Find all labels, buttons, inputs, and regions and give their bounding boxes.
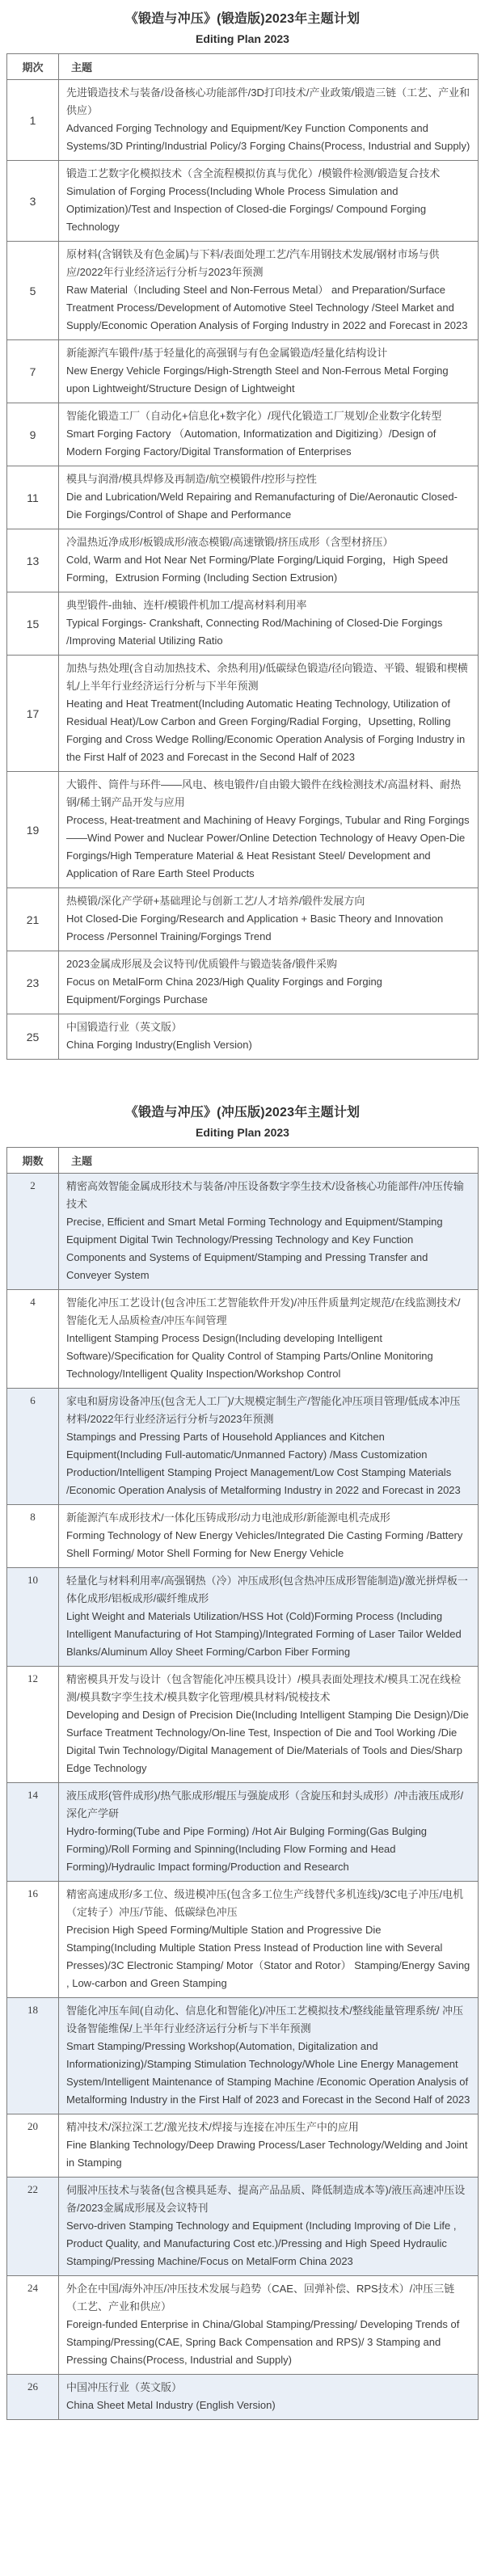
- table-row: [7, 1389, 479, 1505]
- topic-chinese: 先进锻造技术与装备/设备核心功能部件/3D打印技术/产业政策/锻造三链（工艺、产业和供应）: [66, 86, 470, 116]
- topic-english: China Sheet Metal Industry (English Version): [66, 2399, 276, 2411]
- table-header-row: [7, 1148, 479, 1174]
- table-row: [7, 951, 479, 1014]
- topic-chinese: 智能化冲压车间(自动化、信息化和智能化)/冲压工艺模拟技术/整线能量管理系统/ 冲压设备智能维保/上半年行业经济运行分析与下半年预测: [66, 2005, 464, 2034]
- topic-chinese: 中国冲压行业（英文版）: [66, 2381, 183, 2393]
- topic-english: Precision High Speed Forming/Multiple Station and Progressive Die Stamping(Including Multiple Station Press Instead of Production line with Several Presses)/3C Electronic Stamping/ Motor（Stator and Rotor） Stamping/Energy Saving , Low-carbon and Green Stamping: [66, 1924, 470, 1989]
- issue-number: 16: [7, 1882, 59, 1998]
- topic-cell: [59, 466, 479, 529]
- topic-cell: [59, 1014, 479, 1060]
- topic-english: Fine Blanking Technology/Deep Drawing Process/Laser Technology/Welding and Joint in Stamping: [66, 2139, 468, 2169]
- topic-cell: [59, 242, 479, 340]
- stamping-section-title: 《锻造与冲压》(冲压版)2023年主题计划: [124, 1106, 361, 1119]
- topic-english: Forming Technology of New Energy Vehicles/Integrated Die Casting Forming /Battery Shell Forming/ Motor Shell Forming for New Energy Vehicle: [66, 1529, 463, 1559]
- table-row: [7, 2276, 479, 2375]
- issue-number: 25: [7, 1014, 59, 1060]
- issue-number: 13: [7, 529, 59, 592]
- topic-cell: [59, 951, 479, 1014]
- topic-english: Smart Forging Factory （Automation, Informatization and Digitizing）/Design of Modern Forging Factory/Digital Transformation of Enterprises: [66, 428, 436, 457]
- table-row: [7, 1014, 479, 1060]
- issue-number: 6: [7, 1389, 59, 1505]
- issue-number: 18: [7, 1998, 59, 2114]
- topic-chinese: 冷温热近净成形/板锻成形/液态模锻/高速镦锻/挤压成形（含型材挤压）: [66, 536, 394, 548]
- topic-chinese: 热模锻/深化产学研+基础理论与创新工艺/人才培养/锻件发展方向: [66, 895, 365, 907]
- issue-number: 15: [7, 592, 59, 656]
- table-row: [7, 1783, 479, 1882]
- issue-number: 17: [7, 656, 59, 772]
- table-row: [7, 466, 479, 529]
- topic-chinese: 新能源汽车成形技术/一体化压铸成形/动力电池成形/新能源电机壳成形: [66, 1511, 390, 1524]
- topic-cell: [59, 1290, 479, 1389]
- topic-english: Stampings and Pressing Parts of Household Appliances and Kitchen Equipment(Including Full-automatic/Unmanned Factory) /Mass Customization Production/Intelligent Stamping Project Management/Low Cost Stamping Materials /Economic Operation Analysis of Metalforming Industry in 2022 and Forecast in 2023: [66, 1431, 461, 1496]
- topic-cell: [59, 1389, 479, 1505]
- topic-chinese: 智能化锻造工厂（自动化+信息化+数字化）/现代化锻造工厂规划/企业数字化转型: [66, 410, 442, 422]
- topic-cell: [59, 1505, 479, 1568]
- issue-number: 26: [7, 2375, 59, 2420]
- issue-number: 1: [7, 80, 59, 161]
- table-row: [7, 80, 479, 161]
- topic-english: Hot Closed-Die Forging/Research and Application + Basic Theory and Innovation Process /Personnel Training/Forgings Trend: [66, 913, 444, 942]
- topic-chinese: 精冲技术/深拉深工艺/激光技术/焊接与连接在冲压生产中的应用: [66, 2121, 359, 2133]
- topic-cell: [59, 403, 479, 466]
- topic-english: New Energy Vehicle Forgings/High-Strength Steel and Non-Ferrous Metal Forging upon Lightweight/Structure Design of Lightweight: [66, 365, 449, 394]
- topic-chinese: 外企在中国/海外冲压/冲压技术发展与趋势（CAE、回弹补偿、RPS技术）/冲压三链（工艺、产业和供应）: [66, 2283, 455, 2312]
- table-row: [7, 340, 479, 403]
- stamping-plan-table: [6, 1147, 479, 2420]
- topic-chinese: 2023金属成形展及会议特刊/优质锻件与锻造装备/锻件采购: [66, 958, 338, 970]
- topic-cell: [59, 340, 479, 403]
- topic-chinese: 锻造工艺数字化模拟技术（含全流程模拟仿真与优化）/模锻件检测/锻造复合技术: [66, 167, 441, 179]
- topic-cell: [59, 772, 479, 888]
- topic-cell: [59, 161, 479, 242]
- topic-cell: [59, 1783, 479, 1882]
- issue-number: 5: [7, 242, 59, 340]
- topic-chinese: 中国锻造行业（英文版）: [66, 1021, 183, 1033]
- table-row: [7, 1505, 479, 1568]
- topic-english: Precise, Efficient and Smart Metal Forming Technology and Equipment/Stamping Equipment Digital Twin Technology/Pressing Technology and Key Function Components and Systems of Equipment/Stamping and Pressing Transfer and Conveyer System: [66, 1216, 443, 1281]
- issue-number: 8: [7, 1505, 59, 1568]
- issue-number: 21: [7, 888, 59, 951]
- topic-chinese: 大锻件、筒件与环件——风电、核电锻件/自由锻大锻件在线检测技术/高温材料、耐热钢/稀土钢产品开发与应用: [66, 778, 462, 808]
- topic-column-header: 主题: [59, 54, 479, 80]
- topic-cell: [59, 529, 479, 592]
- topic-chinese: 加热与热处理(含自动加热技术、余热利用)/低碳绿色锻造/径向锻造、平锻、辊锻和楔横轧/上半年行业经济运行分析与下半年预测: [66, 662, 468, 692]
- table-row: [7, 2178, 479, 2276]
- table-row: [7, 1290, 479, 1389]
- topic-cell: [59, 1174, 479, 1290]
- topic-english: Die and Lubrication/Weld Repairing and Remanufacturing of Die/Aeronautic Closed-Die Forgings/Control of Shape and Performance: [66, 491, 458, 521]
- issue-number: 10: [7, 1568, 59, 1667]
- issue-number: 23: [7, 951, 59, 1014]
- table-row: [7, 1998, 479, 2114]
- topic-english: Intelligent Stamping Process Design(Including developing Intelligent Software)/Specification for Quality Control of Stamping Parts/Online Monitoring Technology/Intelligent Quality Inspection/Workshop Control: [66, 1332, 433, 1380]
- topic-english: Heating and Heat Treatment(Including Automatic Heating Technology, Utilization of Residual Heat)/Low Carbon and Green Forging/Radial Forging，Upsetting, Rolling Forging and Cross Wedge Rolling/Economic Operation Analysis of Forging Industry in the First Half of 2023 and Forecast in the Second Half of 2023: [66, 698, 466, 763]
- topic-chinese: 精密模具开发与设计（包含智能化冲压模具设计）/模具表面处理技术/模具工况在线检测/模具数字孪生技术/模具数字化管理/模具材料/锐棱技术: [66, 1673, 462, 1703]
- table-row: [7, 403, 479, 466]
- topic-cell: [59, 1998, 479, 2114]
- table-header-row: [7, 54, 479, 80]
- forging-plan-table: [6, 53, 479, 1060]
- table-row: [7, 161, 479, 242]
- topic-cell: [59, 2114, 479, 2178]
- topic-english: Foreign-funded Enterprise in China/Global Stamping/Pressing/ Developing Trends of Stamping/Pressing(CAE, Spring Back Compensation and RPS)/ 3 Stamping and Pressing Chains(Process, Industrial and Supply): [66, 2318, 460, 2366]
- topic-cell: [59, 80, 479, 161]
- topic-chinese: 液压成形(管件成形)/热气胀成形/辊压与强旋成形（含旋压和封头成形）/冲击液压成形/深化产学研: [66, 1790, 464, 1819]
- issue-number: 12: [7, 1667, 59, 1783]
- issue-number: 14: [7, 1783, 59, 1882]
- topic-cell: [59, 1568, 479, 1667]
- topic-cell: [59, 1667, 479, 1783]
- issue-column-header: 期次: [7, 54, 59, 80]
- table-row: [7, 1174, 479, 1290]
- table-row: [7, 1568, 479, 1667]
- issue-number: 19: [7, 772, 59, 888]
- issue-column-header: 期数: [7, 1148, 59, 1174]
- issue-number: 3: [7, 161, 59, 242]
- issue-number: 20: [7, 2114, 59, 2178]
- table-row: [7, 2375, 479, 2420]
- table-row: [7, 242, 479, 340]
- forging-edition-section: [6, 8, 479, 1060]
- topic-chinese: 轻量化与材料利用率/高强钢热（冷）冲压成形(包含热冲压成形智能制造)/激光拼焊板一体化成形/铝板成形/碳纤维成形: [66, 1575, 468, 1604]
- topic-english: Servo-driven Stamping Technology and Equipment (Including Improving of Die Life , Product Quality, and Manufacturing Cost etc.)/Pressing and High Speed Hydraulic Stamping/Pressing Machine/Focus on MetalForm China 2023: [66, 2220, 457, 2267]
- issue-number: 24: [7, 2276, 59, 2375]
- topic-cell: [59, 656, 479, 772]
- topic-cell: [59, 888, 479, 951]
- topic-english: Typical Forgings- Crankshaft, Connecting Rod/Machining of Closed-Die Forgings /Improving Material Utilizing Ratio: [66, 617, 443, 647]
- table-row: [7, 592, 479, 656]
- topic-english: Light Weight and Materials Utilization/HSS Hot (Cold)Forming Process (Including Intelligent Manufacturing of Hot Stamping)/Integrated Forming of Laser Tailor Welded Blanks/Aluminum Alloy Sheet Forming/Carbon Fiber Forming: [66, 1610, 462, 1658]
- table-row: [7, 656, 479, 772]
- topic-english: Developing and Design of Precision Die(Including Intelligent Stamping Die Design)/Die Surface Treatment Technology/On-line Test, Inspection of Die and Tool Working /Die Digital Twin Technology/Digital Management of Die/Materials of Tools and Dies/Sharp Edge Technology: [66, 1709, 469, 1774]
- topic-chinese: 精密高速成形/多工位、级进模冲压(包含多工位生产线替代多机连线)/3C电子冲压/电机（定转子）冲压/节能、低碳绿色冲压: [66, 1888, 464, 1918]
- topic-english: Raw Material（Including Steel and Non-Ferrous Metal） and Preparation/Surface Treatment Process/Development of Automotive Steel Technology /Steel Market and Supply/Economic Operation Analysis of Forging Industry in 2022 and Forecast in 2023: [66, 284, 468, 331]
- issue-number: 9: [7, 403, 59, 466]
- topic-english: Smart Stamping/Pressing Workshop(Automation, Digitalization and Informationizing)/Stamping Stimulation Technology/Whole Line Energy Management System/Intelligent Maintenance of Stamping Machine /Economic Operation Analysis of Metalforming Industry in the First Half of 2023 and Forecast in the Second Half of 2023: [66, 2040, 470, 2106]
- table-row: [7, 888, 479, 951]
- topic-english: Hydro-forming(Tube and Pipe Forming) /Hot Air Bulging Forming(Gas Bulging Forming)/Roll Forming and Spinning(Including Flow Forming and Head Forming)/Hydraulic Impact forming/Production and Research: [66, 1825, 428, 1873]
- table-row: [7, 2114, 479, 2178]
- issue-number: 7: [7, 340, 59, 403]
- topic-cell: [59, 2276, 479, 2375]
- topic-cell: [59, 592, 479, 656]
- forging-section-subtitle: Editing Plan 2023: [196, 32, 289, 45]
- table-row: [7, 772, 479, 888]
- table-row: [7, 529, 479, 592]
- topic-english: Advanced Forging Technology and Equipment/Key Function Components and Systems/3D Printing/Industrial Policy/3 Forging Chains(Process, Industrial and Supply): [66, 122, 470, 152]
- topic-chinese: 新能源汽车锻件/基于轻量化的高强钢与有色金属锻造/轻量化结构设计: [66, 347, 388, 359]
- issue-number: 2: [7, 1174, 59, 1290]
- topic-chinese: 智能化冲压工艺设计(包含冲压工艺智能软件开发)/冲压件质量判定规范/在线监测技术/智能化无人品质检查/冲压车间管理: [66, 1296, 461, 1326]
- stamping-edition-section: [6, 1102, 479, 2420]
- forging-section-title: 《锻造与冲压》(锻造版)2023年主题计划: [124, 12, 361, 26]
- topic-english: Process, Heat-treatment and Machining of Heavy Forgings, Tubular and Ring Forgings——Wind Power and Nuclear Power/Online Detection Technology of Heavy Open-Die Forgings/High Temperature Material & Heat Resistant Steel/ Development and Application of Rare Earth Steel Products: [66, 814, 470, 879]
- topic-cell: [59, 2178, 479, 2276]
- topic-chinese: 典型锻件-曲轴、连杆/模锻件机加工/提高材料利用率: [66, 599, 307, 611]
- topic-english: Focus on MetalForm China 2023/High Quality Forgings and Forging Equipment/Forgings Purchase: [66, 976, 382, 1006]
- topic-chinese: 模具与润滑/模具焊修及再制造/航空模锻件/控形与控性: [66, 473, 317, 485]
- topic-english: Simulation of Forging Process(Including Whole Process Simulation and Optimization)/Test and Inspection of Closed-die Forgings/ Compound Forging Technology: [66, 185, 427, 233]
- topic-english: China Forging Industry(English Version): [66, 1039, 252, 1051]
- topic-chinese: 家电和厨房设备冲压(包含无人工厂)/大规模定制生产/智能化冲压项目管理/低成本冲压材料/2022年行业经济运行分析与2023年预测: [66, 1395, 461, 1425]
- issue-number: 4: [7, 1290, 59, 1389]
- issue-number: 22: [7, 2178, 59, 2276]
- table-row: [7, 1667, 479, 1783]
- topic-cell: [59, 1882, 479, 1998]
- table-row: [7, 1882, 479, 1998]
- topic-chinese: 原材料(含钢铁及有色金属)与下料/表面处理工艺/汽车用钢技术发展/钢材市场与供应/2022年行业经济运行分析与2023年预测: [66, 248, 440, 278]
- topic-english: Cold, Warm and Hot Near Net Forming/Plate Forging/Liquid Forging，High Speed Forming，Extrusion Forming (Including Section Extrusion): [66, 554, 449, 584]
- stamping-section-subtitle: Editing Plan 2023: [196, 1126, 289, 1139]
- topic-cell: [59, 2375, 479, 2420]
- topic-column-header: 主题: [59, 1148, 479, 1174]
- topic-chinese: 伺服冲压技术与装备(包含模具延寿、提高产品品质、降低制造成本等)/液压高速冲压设备/2023金属成形展及会议特刊: [66, 2184, 466, 2214]
- issue-number: 11: [7, 466, 59, 529]
- topic-chinese: 精密高效智能金属成形技术与装备/冲压设备数字孪生技术/设备核心功能部件/冲压传输技术: [66, 1180, 464, 1210]
